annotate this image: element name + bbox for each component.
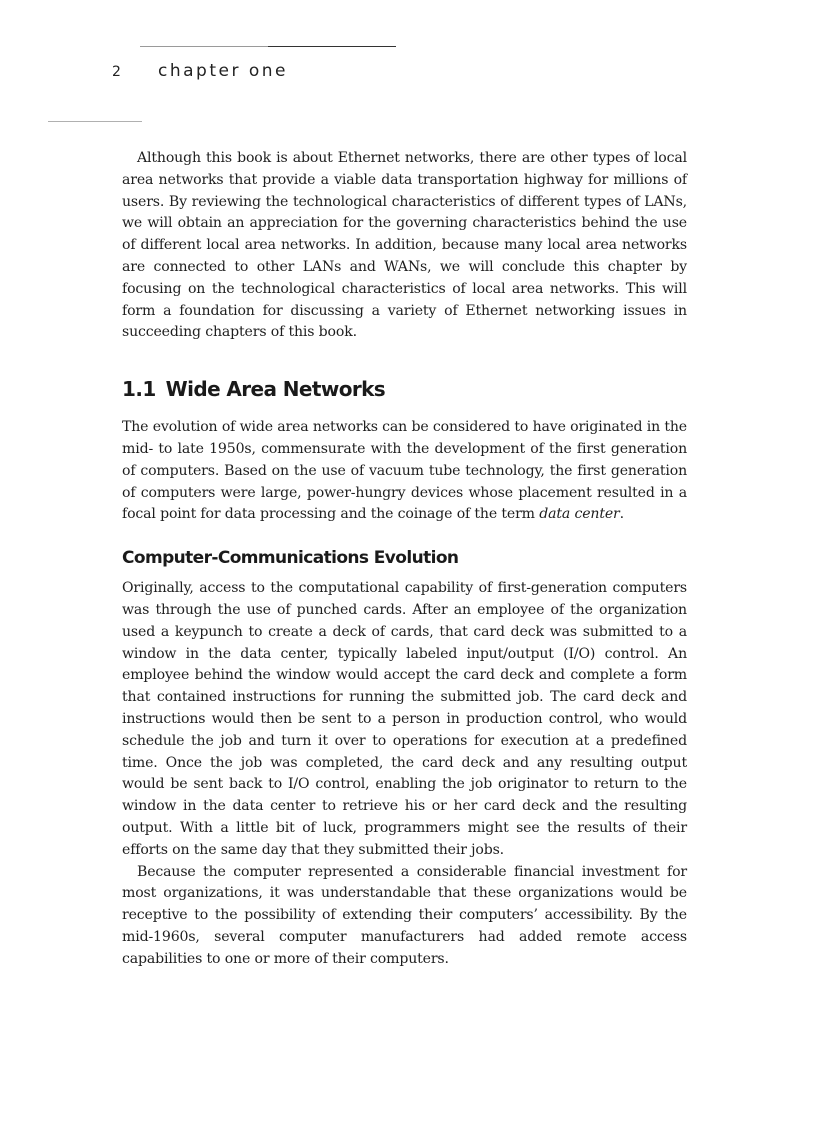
section-title: Wide Area Networks: [165, 377, 386, 402]
section-paragraph-end: .: [619, 506, 624, 523]
section-paragraph: [122, 417, 687, 526]
section-paragraph-term: data center: [539, 506, 620, 523]
header-rule: [140, 46, 396, 47]
subsection-paragraph-2: Because the computer represented a considerable financial investment for most organizations, it was understandable that these organizations would be receptive to the possibility of extending their computers’ accessibility. By the mid-1960s, several computer manufacturers had added remote access capabilities to one or more of their computers.: [122, 863, 687, 967]
page-body: [122, 148, 687, 971]
header-rule-accent: [268, 46, 396, 47]
section-paragraph-text: The evolution of wide area networks can be considered to have originated in the mid- to late 1950s, commensurate with the development of the first generation of computers. Based on the use of vacuum tube technology, the first generation of computers were large, power-hungry devices whose placement resulted in a focal point for data processing and the coinage of the term: [122, 419, 687, 523]
section-number: 1.1: [122, 377, 156, 402]
intro-paragraph: Although this book is about Ethernet networks, there are other types of local area networks that provide a viable data transportation highway for millions of users. By reviewing the technological characteristics of different types of LANs, we will obtain an appreciation for the governing characteristics behind the use of different local area networks. In addition, because many local area networks are connected to other LANs and WANs, we will conclude this chapter by focusing on the technological characteristics of local area networks. This will form a foundation for discussing a variety of Ethernet networking issues in succeeding chapters of this book.: [122, 150, 687, 341]
margin-rule: [48, 121, 142, 122]
subsection-paragraph-1: Originally, access to the computational capability of first-generation computers was through the use of punched cards. After an employee of the organization used a keypunch to create a deck of cards, that card deck was submitted to a window in the data center, typically labeled input/output (I/O) control. An employee behind the window would accept the card deck and complete a form that contained instructions for running the submitted job. The card deck and instructions would then be sent to a person in production control, who would schedule the job and turn it over to operations for execution at a predefined time. Once the job was completed, the card deck and any resulting output would be sent back to I/O control, enabling the job originator to return to the window in the data center to retrieve his or her card deck and the resulting output. With a little bit of luck, programmers might see the results of their efforts on the same day that they submitted their jobs.: [122, 580, 687, 858]
section-heading: [122, 375, 687, 403]
subsection-heading: Computer-Communications Evolution: [122, 548, 459, 569]
chapter-label: chapter one: [158, 61, 288, 81]
page-number: 2: [112, 64, 121, 80]
